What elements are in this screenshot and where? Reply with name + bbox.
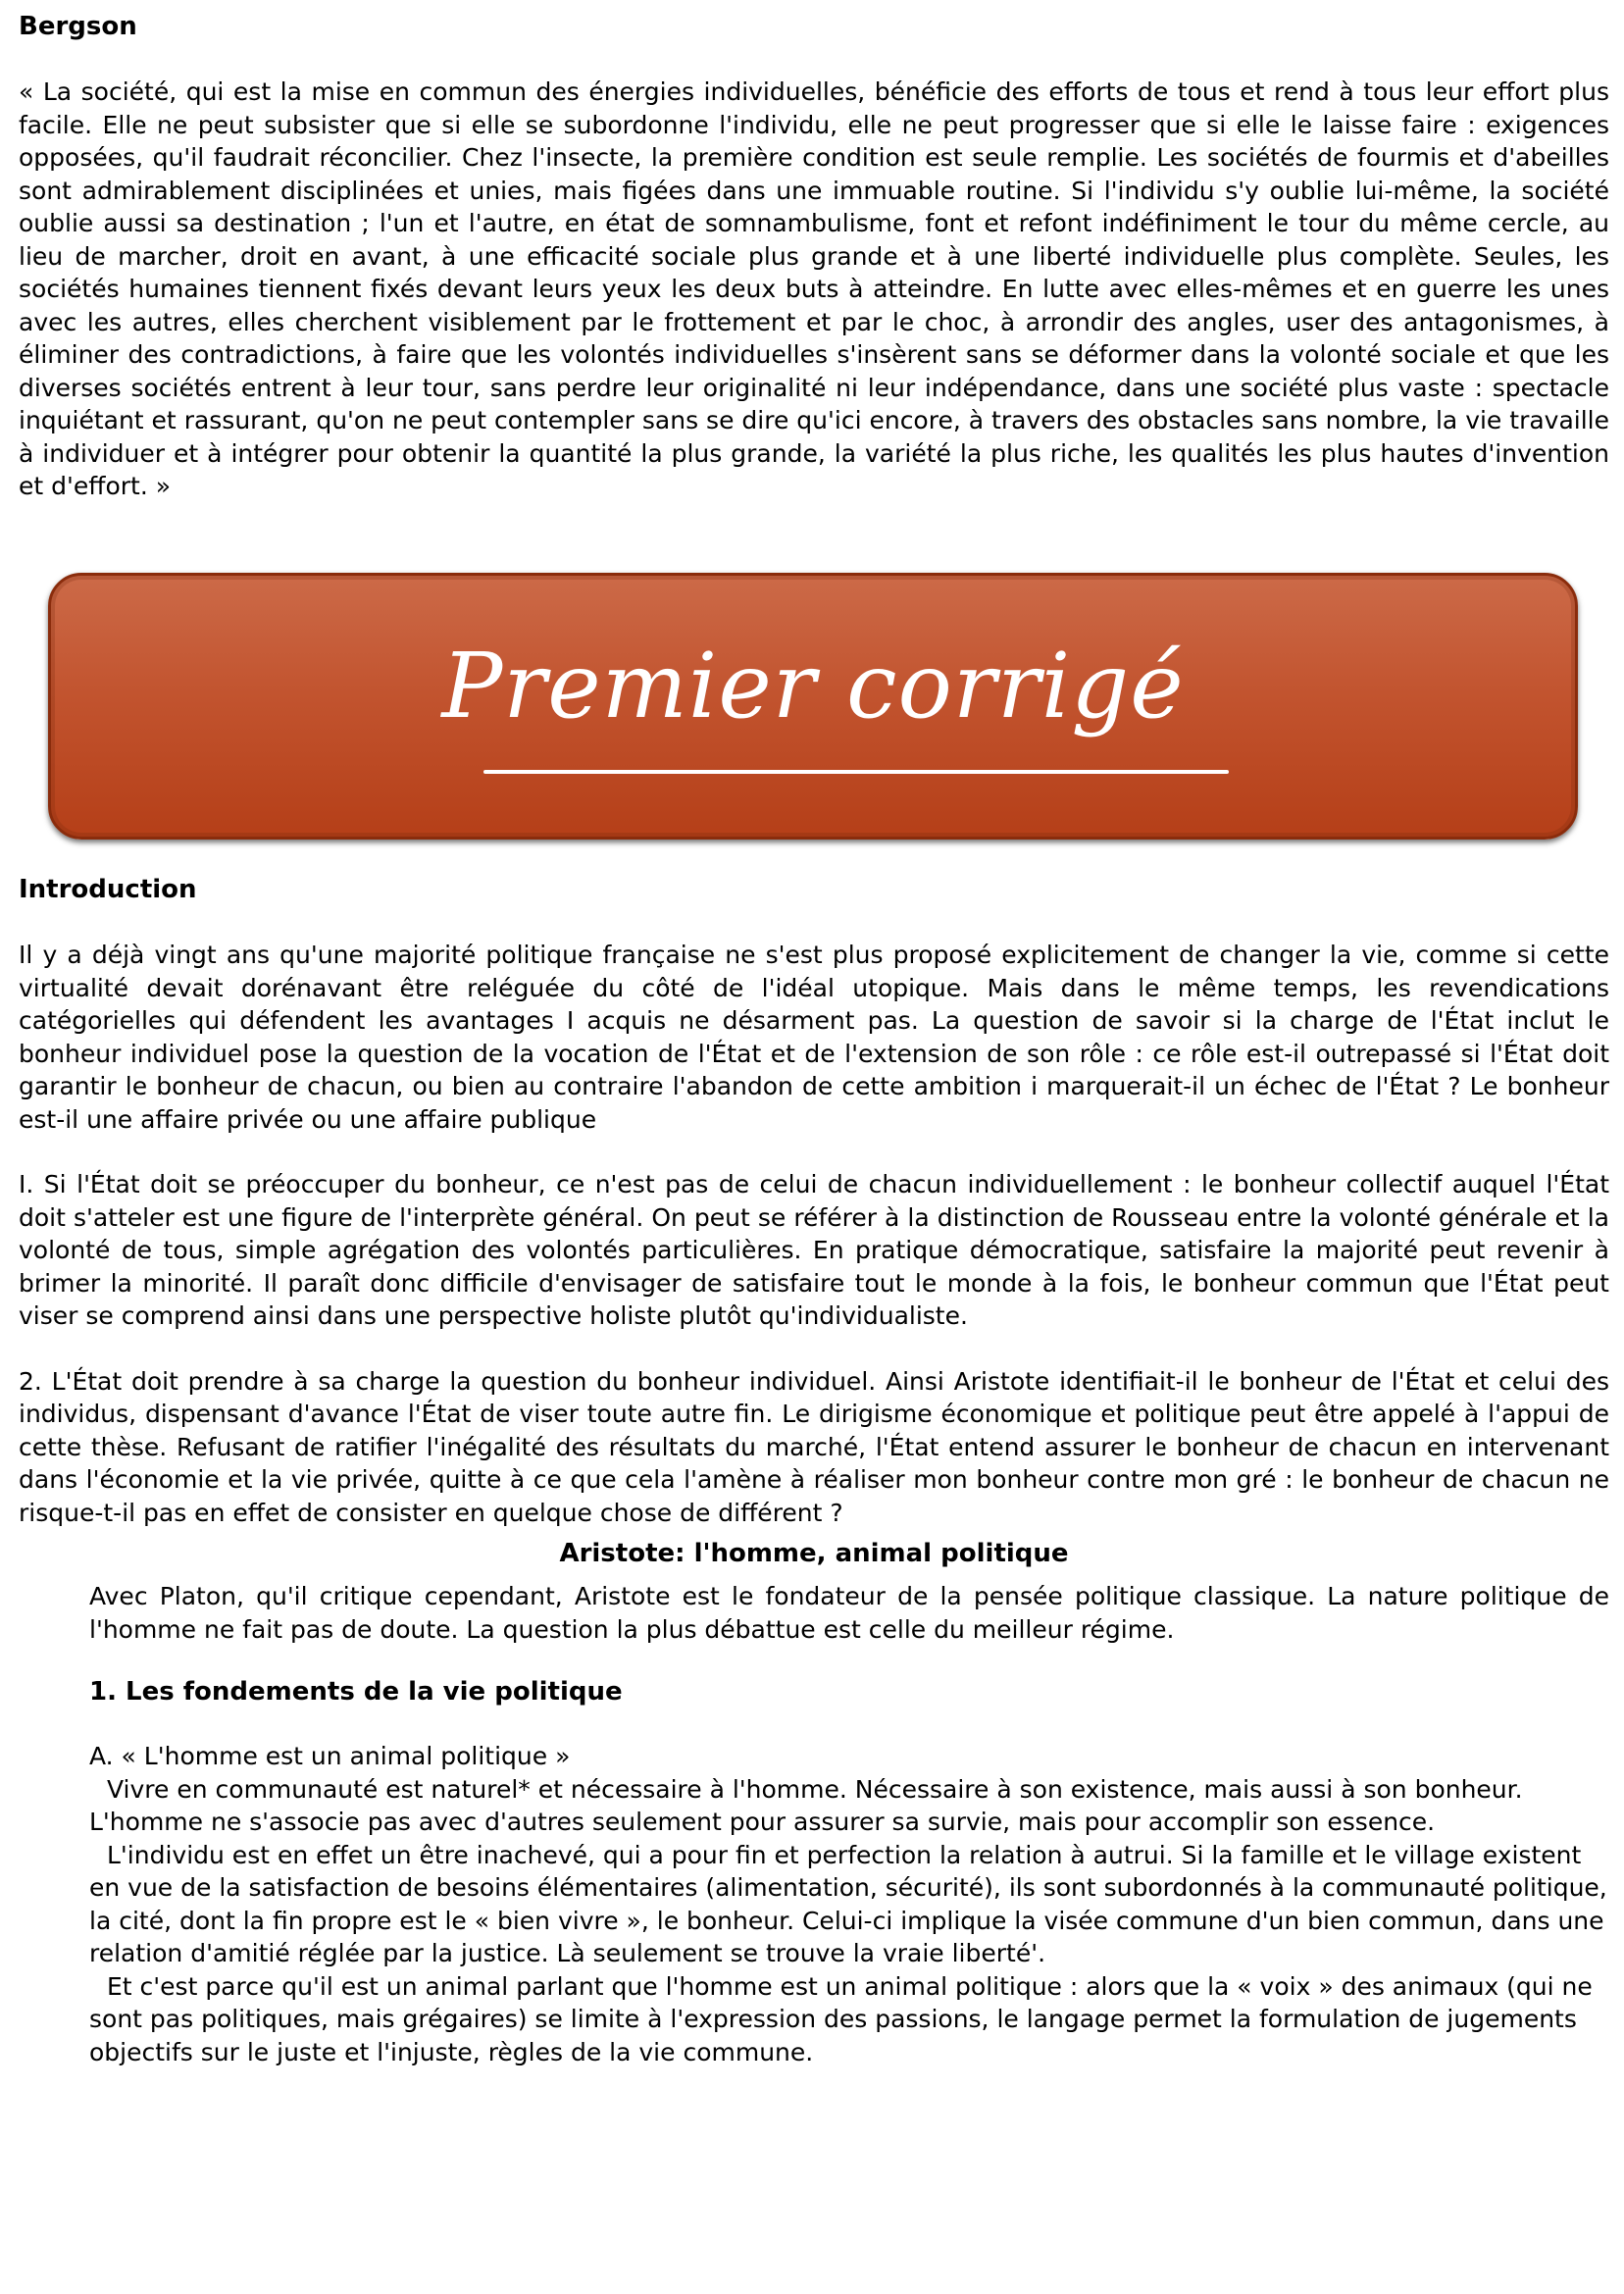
bergson-quote: « La société, qui est la mise en commun des énergies individuelles, bénéficie des efforts de tous et rend à tous leur effort plus facile. Elle ne peut subsister que si elle se subordonne l'individu, elle ne peut progresser que si elle le laisse faire : exigences opposées, qu'il faudrait réconcilier. Chez l'insecte, la première condition est seule remplie. Les sociétés de fourmis et d'abeilles sont admirablement disciplinées et unies, mais figées dans une immuable routine. Si l'individu s'y oublie lui-même, la société oublie aussi sa destination ; l'un et l'autre, en état de somnambulisme, font et refont indéfiniment le tour du même cercle, au lieu de marcher, droit en avant, à une efficacité sociale plus grande et à une liberté individuelle plus complète. Seules, les sociétés humaines tiennent fixés devant leurs yeux les deux buts à atteindre. En lutte avec elles-mêmes et en guerre les unes avec les autres, elles cherchent visiblement par le frottement et par le choc, à arrondir des angles, user des antagonismes, à éliminer des contradictions, à faire que les volontés individuelles s'insèrent sans se déformer dans la volonté sociale et que les diverses sociétés entrent à leur tour, sans perdre leur originalité ni leur indépendance, dans une société plus vaste : spectacle inquiétant et rassurant, qu'on ne peut contempler sans se dire qu'ici encore, à travers des obstacles sans nombre, la vie travaille à individuer et à intégrer pour obtenir la quantité la plus grande, la variété la plus riche, les qualités les plus hautes d'invention et d'effort. »	[19, 77, 1609, 500]
part-two-paragraph: 2. L'État doit prendre à sa charge la question du bonheur individuel. Ainsi Aristote identifiait-il le bonheur de l'État et celui des individus, dispensant d'avance l'État de viser toute autre fin. Le dirigisme économique et politique peut être appelé à l'appui de cette thèse. Refusant de ratifier l'inégalité des résultats du marché, l'État entend assurer le bonheur de chacun en intervenant dans l'économie et la vie privée, quitte à ce que cela l'amène à réaliser mon bonheur contre mon gré : le bonheur de chacun ne risque-t-il pas en effet de consister en quelque chose de différent ?	[19, 1366, 1609, 1527]
aristote-title: Aristote: l'homme, animal politique	[559, 1539, 1069, 1568]
section-one-heading: 1. Les fondements de la vie politique	[89, 1677, 623, 1707]
subsection-a-paragraph-1: Vivre en communauté est naturel* et nécessaire à l'homme. Nécessaire à son existence, mais aussi à son bonheur. L'homme ne s'associe pas avec d'autres seulement pour assurer sa survie, mais pour accomplir son essence.	[89, 1774, 1523, 1836]
aristote-intro: Avec Platon, qu'il critique cependant, Aristote est le fondateur de la pensée politique classique. La nature politique de l'homme ne fait pas de doute. La question la plus débattue est celle du meilleur régime.	[89, 1582, 1609, 1644]
corrige-section	[19, 873, 1609, 2068]
introduction-paragraph: Il y a déjà vingt ans qu'une majorité politique française ne s'est plus proposé explicitement de changer la vie, comme si cette virtualité devait dorénavant être reléguée du côté de l'idéal utopique. Mais dans le même temps, les revendications catégorielles qui défendent les avantages I acquis ne désarment pas. La question de savoir si la charge de l'État inclut le bonheur individuel pose la question de la vocation de l'État et de l'extension de son rôle : ce rôle est-il outrepassé si l'État doit garantir le bonheur de chacun, ou bien au contraire l'abandon de cette ambition i marquerait-il un échec de l'État ? Le bonheur est-il une affaire privée ou une affaire publique	[19, 941, 1609, 1134]
bergson-section	[19, 10, 1609, 503]
introduction-heading: Introduction	[19, 875, 197, 904]
aristote-body	[89, 1580, 1609, 2068]
banner-title: Premier corrigé	[441, 634, 1185, 739]
banner-panel	[48, 573, 1578, 840]
premier-corrige-banner	[48, 573, 1578, 840]
subsection-a-title: A. « L'homme est un animal politique »	[89, 1742, 571, 1770]
part-one-paragraph: I. Si l'État doit se préoccuper du bonheur, ce n'est pas de celui de chacun individuellement : le bonheur collectif auquel l'État doit s'atteler est une figure de l'interprète général. On peut se référer à la distinction de Rousseau entre la volonté générale et la volonté de tous, simple agrégation des volontés particulières. En pratique démocratique, satisfaire la majorité peut revenir à brimer la minorité. Il paraît donc difficile d'envisager de satisfaire tout le monde à la fois, le bonheur commun que l'État peut viser se comprend ainsi dans une perspective holiste plutôt qu'individualiste.	[19, 1170, 1609, 1330]
subsection-a-paragraph-2: L'individu est en effet un être inachevé, qui a pour fin et perfection la relation à autrui. Si la famille et le village existent en vue de la satisfaction de besoins élémentaires (alimentation, sécurité), ils sont subordonnés à la communauté politique, la cité, dont la fin propre est le « bien vivre », le bonheur. Celui-ci implique la visée commune d'un bien commun, dans une relation d'amitié réglée par la justice. Là seulement se trouve la vraie liberté'.	[89, 1840, 1607, 1967]
banner-underline	[483, 770, 1229, 774]
subsection-a-paragraph-3: Et c'est parce qu'il est un animal parlant que l'homme est un animal politique : alors que la « voix » des animaux (qui ne sont pas politiques, mais grégaires) se limite à l'expression des passions, le langage permet la formulation de jugements objectifs sur le juste et l'injuste, règles de la vie commune.	[89, 1971, 1593, 2066]
bergson-heading: Bergson	[19, 12, 137, 41]
